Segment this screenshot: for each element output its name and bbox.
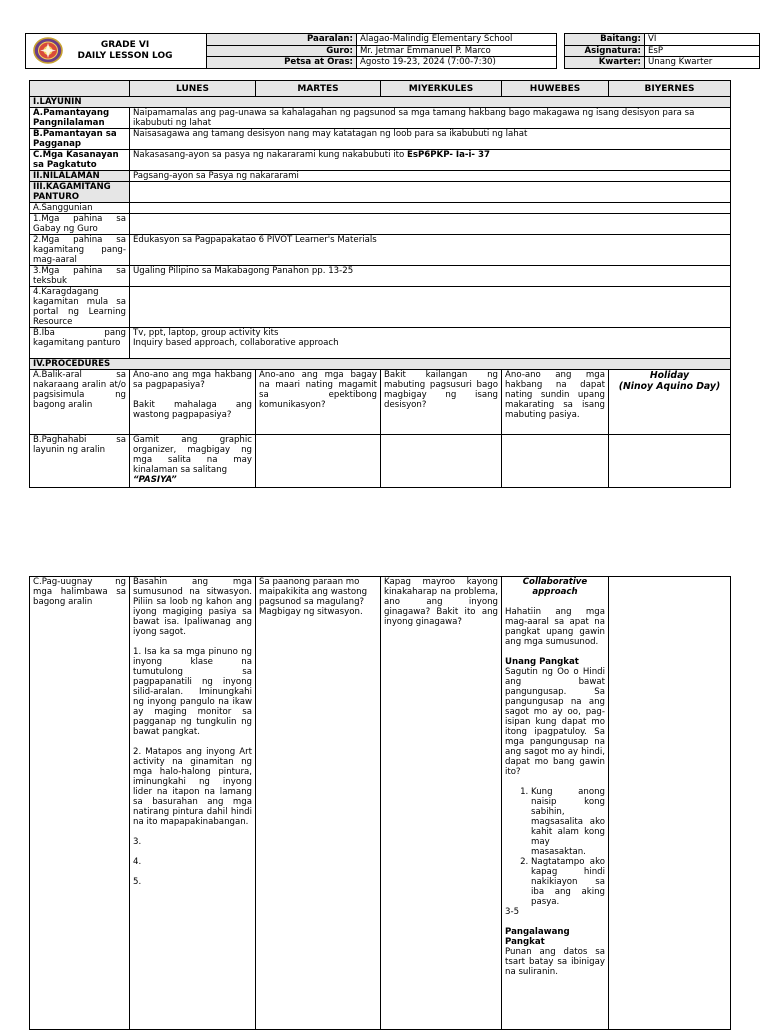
- teksbuk-label: 3.Mga pahina sa teksbuk: [30, 266, 130, 287]
- lunes-situation-4: 4.: [133, 857, 142, 867]
- unang-pangkat-text: Sagutin ng Oo o Hindi ang bawat pangungusap. Sa pangungusap na ang sagot mo ay oo, pag-isipan kung dapat mo itong ipagpatuloy. Sa mga pangungusap na ang sagot mo ay hindi, dapat mo bang gawin ito?: [505, 667, 605, 777]
- day-huwebes: HUWEBES: [502, 81, 609, 97]
- pangalawang-pangkat-text: Punan ang datos sa tsart batay sa ibinigay na suliranin.: [505, 947, 605, 977]
- petsa-value: Agosto 19-23, 2024 (7:00-7:30): [357, 57, 557, 69]
- holiday-cell: [609, 370, 731, 435]
- teksbuk-value: Ugaling Pilipino sa Makabagong Panahon pp. 13-25: [130, 266, 731, 287]
- iba-line-2: Inquiry based approach, collaborative approach: [133, 338, 339, 348]
- list-item: 2. Nagtatampo ako kapag hindi nakikiayon sa iba ang aking pasya.: [531, 857, 605, 907]
- list-item: 1. Kung anong naisip kong sabihin, magsasalita ako kahit alam kong may masasaktan.: [531, 787, 605, 857]
- kwarter-value: Unang Kwarter: [645, 57, 760, 69]
- paghahabi-text: Gamit ang graphic organizer, magbigay ng mga salita na may kinalaman sa salitang: [133, 435, 252, 475]
- paghahabi-label: B.Paghahabi sa layunin ng aralin: [30, 435, 130, 488]
- paguugnay-miyerkules: Kapag mayroo kayong kinakaharap na problema, ano ang inyong ginagawa? Bakit ito ang inyong ginagawa?: [381, 577, 502, 1030]
- collab-title-line-1: Collaborative: [522, 577, 588, 587]
- kasanayan-text: Nakasasang-ayon sa pasya ng nakararami kung nakabubuti ito: [133, 150, 405, 160]
- paguugnay-biyernes: [609, 577, 731, 1030]
- balik-lunes-q1: Ano-ano ang mga hakbang sa pagpapasiya?: [133, 370, 252, 390]
- paaralan-label: Paaralan:: [207, 34, 357, 46]
- header-table: [25, 33, 760, 69]
- day-miyerkules: MIYERKULES: [381, 81, 502, 97]
- unang-pangkat-list: [505, 787, 605, 907]
- paguugnay-label: C.Pag-uugnay ng mga halimbawa sa bagong aralin: [30, 577, 130, 1030]
- procedures-heading: IV.PROCEDURES: [30, 359, 731, 370]
- lunes-situation-1: 1. Isa ka sa mga pinuno ng inyong klase na tumutulong sa pagpapanatili ng inyong silid-aralan. Iminungkahi ng inyong pangulo na ikaw ay maging monitor sa pagganap ng tungkulin ng bawat pangkat.: [133, 647, 252, 737]
- sanggunian-label: A.Sanggunian: [30, 203, 130, 214]
- lesson-table-1: [29, 80, 731, 488]
- pamantayan-pagganap-label: B.Pamantayan sa Pagganap: [30, 129, 130, 150]
- grade-label: GRADE VI: [100, 40, 150, 50]
- pangalawang-pangkat-heading: Pangalawang Pangkat: [505, 927, 570, 947]
- paghahabi-lunes: [130, 435, 256, 488]
- lunes-intro: Basahin ang mga sumusunod na sitwasyon. Piliin sa loob ng kahon ang iyong magiging pasiya sa bawat isa. Ipaliwanag ang iyong sagot.: [133, 577, 252, 637]
- grade-title: [66, 40, 184, 62]
- baitang-value: VI: [645, 34, 760, 46]
- kwarter-label: Kwarter:: [565, 57, 645, 69]
- balik-huwebes: Ano-ano ang mga hakbang na dapat nating sundin upang makarating sa isang mabuting pasiya.: [502, 370, 609, 435]
- lunes-situation-2: 2. Matapos ang inyong Art activity na ginamitan ng mga halo-halong pintura, iminungkahi ng inyong lider na itapon na lamang sa basurahan ang mga natirang pintura dahil hindi na ito mapapakinabangan.: [133, 747, 252, 827]
- balik-lunes: [130, 370, 256, 435]
- day-biyernes: BIYERNES: [609, 81, 731, 97]
- gabay-label: 1.Mga pahina sa Gabay ng Guro: [30, 214, 130, 235]
- nilalaman-label: II.NILALAMAN: [30, 171, 130, 182]
- paaralan-value: Alagao-Malindig Elementary School: [357, 34, 557, 46]
- iba-label: B.Iba pang kagamitang panturo: [30, 328, 130, 359]
- kasanayan-label: C.Mga Kasanayan sa Pagkatuto: [30, 150, 130, 171]
- balik-lunes-q2: Bakit mahalaga ang wastong pagpapasiya?: [133, 400, 252, 420]
- karagdagang-value: [130, 287, 731, 328]
- balik-miyerkules: Bakit kailangan ng mabuting pagsusuri bago magbigay ng isang desisyon?: [381, 370, 502, 435]
- balik-martes: Ano-ano ang mga bagay na maari nating magamit sa epektibong komunikasyon?: [256, 370, 381, 435]
- layunin-heading: I.LAYUNIN: [30, 97, 731, 108]
- gabay-value: [130, 214, 731, 235]
- lunes-situation-3: 3.: [133, 837, 142, 847]
- karagdagang-label: 4.Karagdagang kagamitan mula sa portal ng Learning Resource: [30, 287, 130, 328]
- corner-cell: [30, 81, 130, 97]
- log-label: DAILY LESSON LOG: [77, 51, 173, 61]
- paguugnay-martes: Sa paanong paraan mo maipakikita ang wastong pagsunod sa magulang? Magbigay ng sitwasyon.: [256, 577, 381, 1030]
- lunes-situation-5: 5.: [133, 877, 142, 887]
- paguugnay-huwebes: [502, 577, 609, 1030]
- kagamitang-pang-label: 2.Mga pahina sa kagamitang pang-mag-aaral: [30, 235, 130, 266]
- day-martes: MARTES: [256, 81, 381, 97]
- collab-title: [505, 577, 605, 597]
- paguugnay-lunes: [130, 577, 256, 1030]
- asignatura-value: EsP: [645, 45, 760, 57]
- petsa-label: Petsa at Oras:: [207, 57, 357, 69]
- kasanayan-value: [130, 150, 731, 171]
- huwebes-intro: Hahatiin ang mga mag-aaral sa apat na pangkat upang gawin ang mga sumusunod.: [505, 607, 605, 647]
- guro-label: Guro:: [207, 45, 357, 57]
- iba-value: [130, 328, 731, 359]
- paghahabi-word: “PASIYA”: [133, 475, 177, 485]
- balik-aral-label: A.Balik-aral sa nakaraang aralin at/o pagsisimula ng bagong aralin: [30, 370, 130, 435]
- collab-title-line-2: approach: [532, 587, 578, 597]
- kasanayan-code: EsP6PKP- Ia-i- 37: [407, 150, 490, 160]
- logo-title-cell: [26, 34, 207, 69]
- deped-seal-icon: [33, 37, 63, 64]
- baitang-label: Baitang:: [565, 34, 645, 46]
- holiday-label: Holiday: [649, 370, 690, 381]
- pamantayang-nilalaman-value: Naipamamalas ang pag-unawa sa kahalagahan ng pagsunod sa mga tamang hakbang bago makagawa ng isang desisyon para sa ikabubuti ng lahat: [130, 108, 731, 129]
- lesson-table-2: [29, 576, 731, 1030]
- iba-line-1: Tv, ppt, laptop, group activity kits: [133, 328, 279, 338]
- nilalaman-value: Pagsang-ayon sa Pasya ng nakararami: [130, 171, 731, 182]
- items-range: 3-5: [505, 907, 520, 917]
- asignatura-label: Asignatura:: [565, 45, 645, 57]
- day-lunes: LUNES: [130, 81, 256, 97]
- pamantayan-pagganap-value: Naisasagawa ang tamang desisyon nang may katatagan ng loob para sa ikabubuti ng lahat: [130, 129, 731, 150]
- kagamitang-label: III.KAGAMITANG PANTURO: [30, 182, 130, 203]
- pamantayang-nilalaman-label: A.Pamantayang Pangnilalaman: [30, 108, 130, 129]
- holiday-name: (Ninoy Aquino Day): [618, 381, 721, 392]
- guro-value: Mr. Jetmar Emmanuel P. Marco: [357, 45, 557, 57]
- unang-pangkat-heading: Unang Pangkat: [505, 657, 579, 667]
- kagamitang-pang-value: Edukasyon sa Pagpapakatao 6 PIVOT Learner's Materials: [130, 235, 731, 266]
